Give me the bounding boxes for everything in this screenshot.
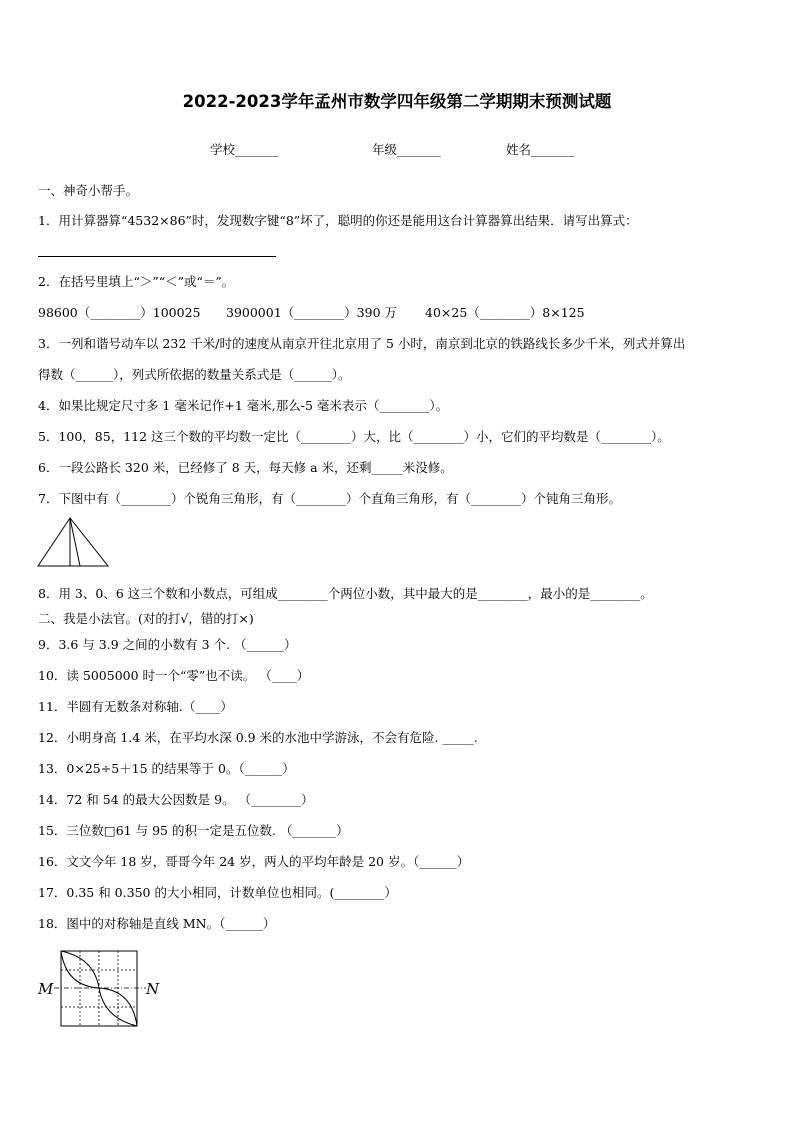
triangle-figure — [36, 517, 112, 569]
question-16: 16．文文今年 18 岁，哥哥今年 24 岁，两人的平均年龄是 20 岁。（______） — [38, 854, 470, 869]
question-3-line-2: 得数（______），列式所依据的数量关系式是（______）。 — [38, 367, 351, 382]
section-2-heading: 二、我是小法官。(对的打√，错的打×) — [38, 611, 254, 626]
label-m: M — [38, 980, 54, 998]
grade-field: 年级_______ — [372, 142, 441, 157]
question-18: 18．图中的对称轴是直线 MN。（______） — [38, 916, 276, 931]
name-field: 姓名_______ — [506, 142, 575, 157]
comparison-item-2: 3900001（________）390 万 — [226, 305, 398, 320]
question-7: 7．下图中有（________）个锐角三角形，有（________）个直角三角形，有（________）个钝角三角形。 — [38, 491, 621, 506]
question-13: 13．0×25÷5＋15 的结果等于 0。（______） — [38, 761, 295, 776]
page-title: 2022-2023学年孟州市数学四年级第二学期期末预测试题 — [182, 92, 612, 111]
question-8: 8．用 3、0、6 这三个数和小数点，可组成________个两位小数，其中最大的是________，最小的是________。 — [38, 586, 653, 601]
answer-line — [38, 256, 276, 257]
section-1-heading: 一、神奇小帮手。 — [38, 183, 139, 198]
question-14: 14．72 和 54 的最大公因数是 9。 （________） — [38, 792, 314, 807]
question-5: 5．100，85，112 这三个数的平均数一定比（________）大，比（________）小，它们的平均数是（________）。 — [38, 429, 670, 444]
question-15: 15．三位数□61 与 95 的积一定是五位数. （_______） — [38, 823, 349, 838]
question-4: 4．如果比规定尺寸多 1 毫米记作+1 毫米,那么-5 毫米表示（________）。 — [38, 398, 449, 413]
question-6: 6．一段公路长 320 米，已经修了 8 天，每天修 a 米，还剩_____米没修。 — [38, 460, 453, 475]
question-3-line-1: 3．一列和谐号动车以 232 千米/时的速度从南京开往北京用了 5 小时，南京到北京的铁路线长多少千米，列式并算出 — [38, 336, 686, 351]
question-9: 9．3.6 与 3.9 之间的小数有 3 个. （______） — [38, 637, 297, 652]
school-field: 学校_______ — [210, 142, 279, 157]
question-1: 1．用计算器算“4532×86”时，发现数字键“8”坏了，聪明的你还是能用这台计算器算出结果．请写出算式： — [38, 213, 638, 228]
question-17: 17．0.35 和 0.350 的大小相同，计数单位也相同。(________） — [38, 885, 397, 900]
question-2: 2．在括号里填上“＞”“＜”或“＝”。 — [38, 274, 235, 289]
comparison-item-3: 40×25（________）8×125 — [425, 305, 585, 320]
question-11: 11．半圆有无数条对称轴.（____） — [38, 699, 233, 714]
comparison-item-1: 98600（________）100025 — [38, 305, 201, 320]
symmetry-grid-figure — [36, 948, 162, 1030]
label-n: N — [146, 980, 160, 998]
question-12: 12．小明身高 1.4 米，在平均水深 0.9 米的水池中学游泳，不会有危险. _____. — [38, 730, 478, 745]
question-10: 10．读 5005000 时一个“零”也不读。 （____） — [38, 668, 310, 683]
